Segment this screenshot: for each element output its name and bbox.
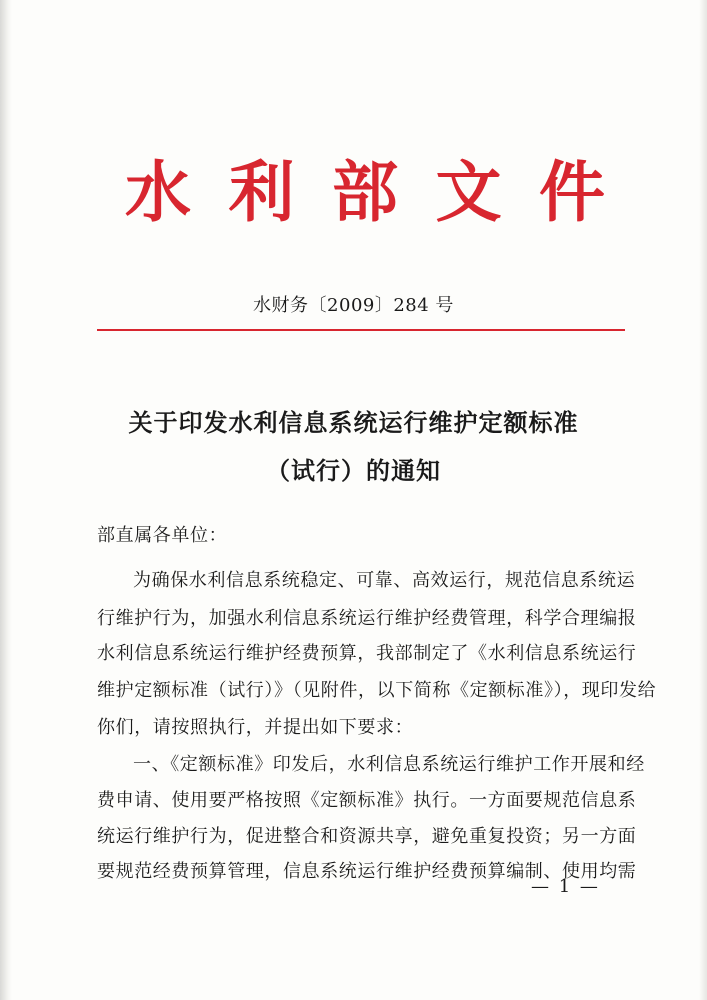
body-paragraph-line: 一、《定额标准》印发后，水利信息系统运行维护工作开展和经 bbox=[133, 754, 645, 775]
masthead-char: 水 bbox=[125, 153, 191, 231]
body-paragraph-line: 费申请、使用要严格按照《定额标准》执行。一方面要规范信息系 bbox=[97, 790, 637, 811]
red-separator-line bbox=[97, 329, 625, 331]
notice-title-line-2: （试行）的通知 bbox=[266, 456, 441, 485]
body-paragraph-line: 水利信息系统运行维护经费预算，我部制定了《水利信息系统运行 bbox=[97, 643, 637, 664]
masthead-char: 利 bbox=[228, 153, 295, 231]
body-paragraph-line: 要规范经费预算管理，信息系统运行维护经费预算编制、使用均需 bbox=[97, 861, 637, 882]
body-paragraph-line: 统运行维护行为，促进整合和资源共享，避免重复投资；另一方面 bbox=[97, 826, 637, 847]
body-paragraph-line: 行维护行为，加强水利信息系统运行维护经费管理，科学合理编报 bbox=[97, 608, 637, 629]
body-paragraph-line: 维护定额标准（试行）》（见附件，以下简称《定额标准》），现印发给 bbox=[97, 680, 657, 701]
body-paragraph-line: 你们，请按照执行，并提出如下要求： bbox=[97, 717, 414, 738]
page-number: — 1 — bbox=[531, 876, 600, 897]
notice-title-line-1: 关于印发水利信息系统运行维护定额标准 bbox=[128, 408, 579, 437]
salutation: 部直属各单位： bbox=[97, 525, 228, 546]
masthead-char: 文 bbox=[435, 153, 502, 231]
masthead-title bbox=[120, 152, 610, 232]
masthead-char: 件 bbox=[539, 153, 605, 231]
body-paragraph-line: 为确保水利信息系统稳定、可靠、高效运行，规范信息系统运 bbox=[133, 570, 636, 591]
scan-edge-shadow-right bbox=[699, 0, 707, 1000]
document-number: 水财务〔2009〕284 号 bbox=[253, 295, 454, 316]
scan-edge-shadow bbox=[0, 0, 12, 1000]
masthead-char: 部 bbox=[332, 153, 398, 231]
